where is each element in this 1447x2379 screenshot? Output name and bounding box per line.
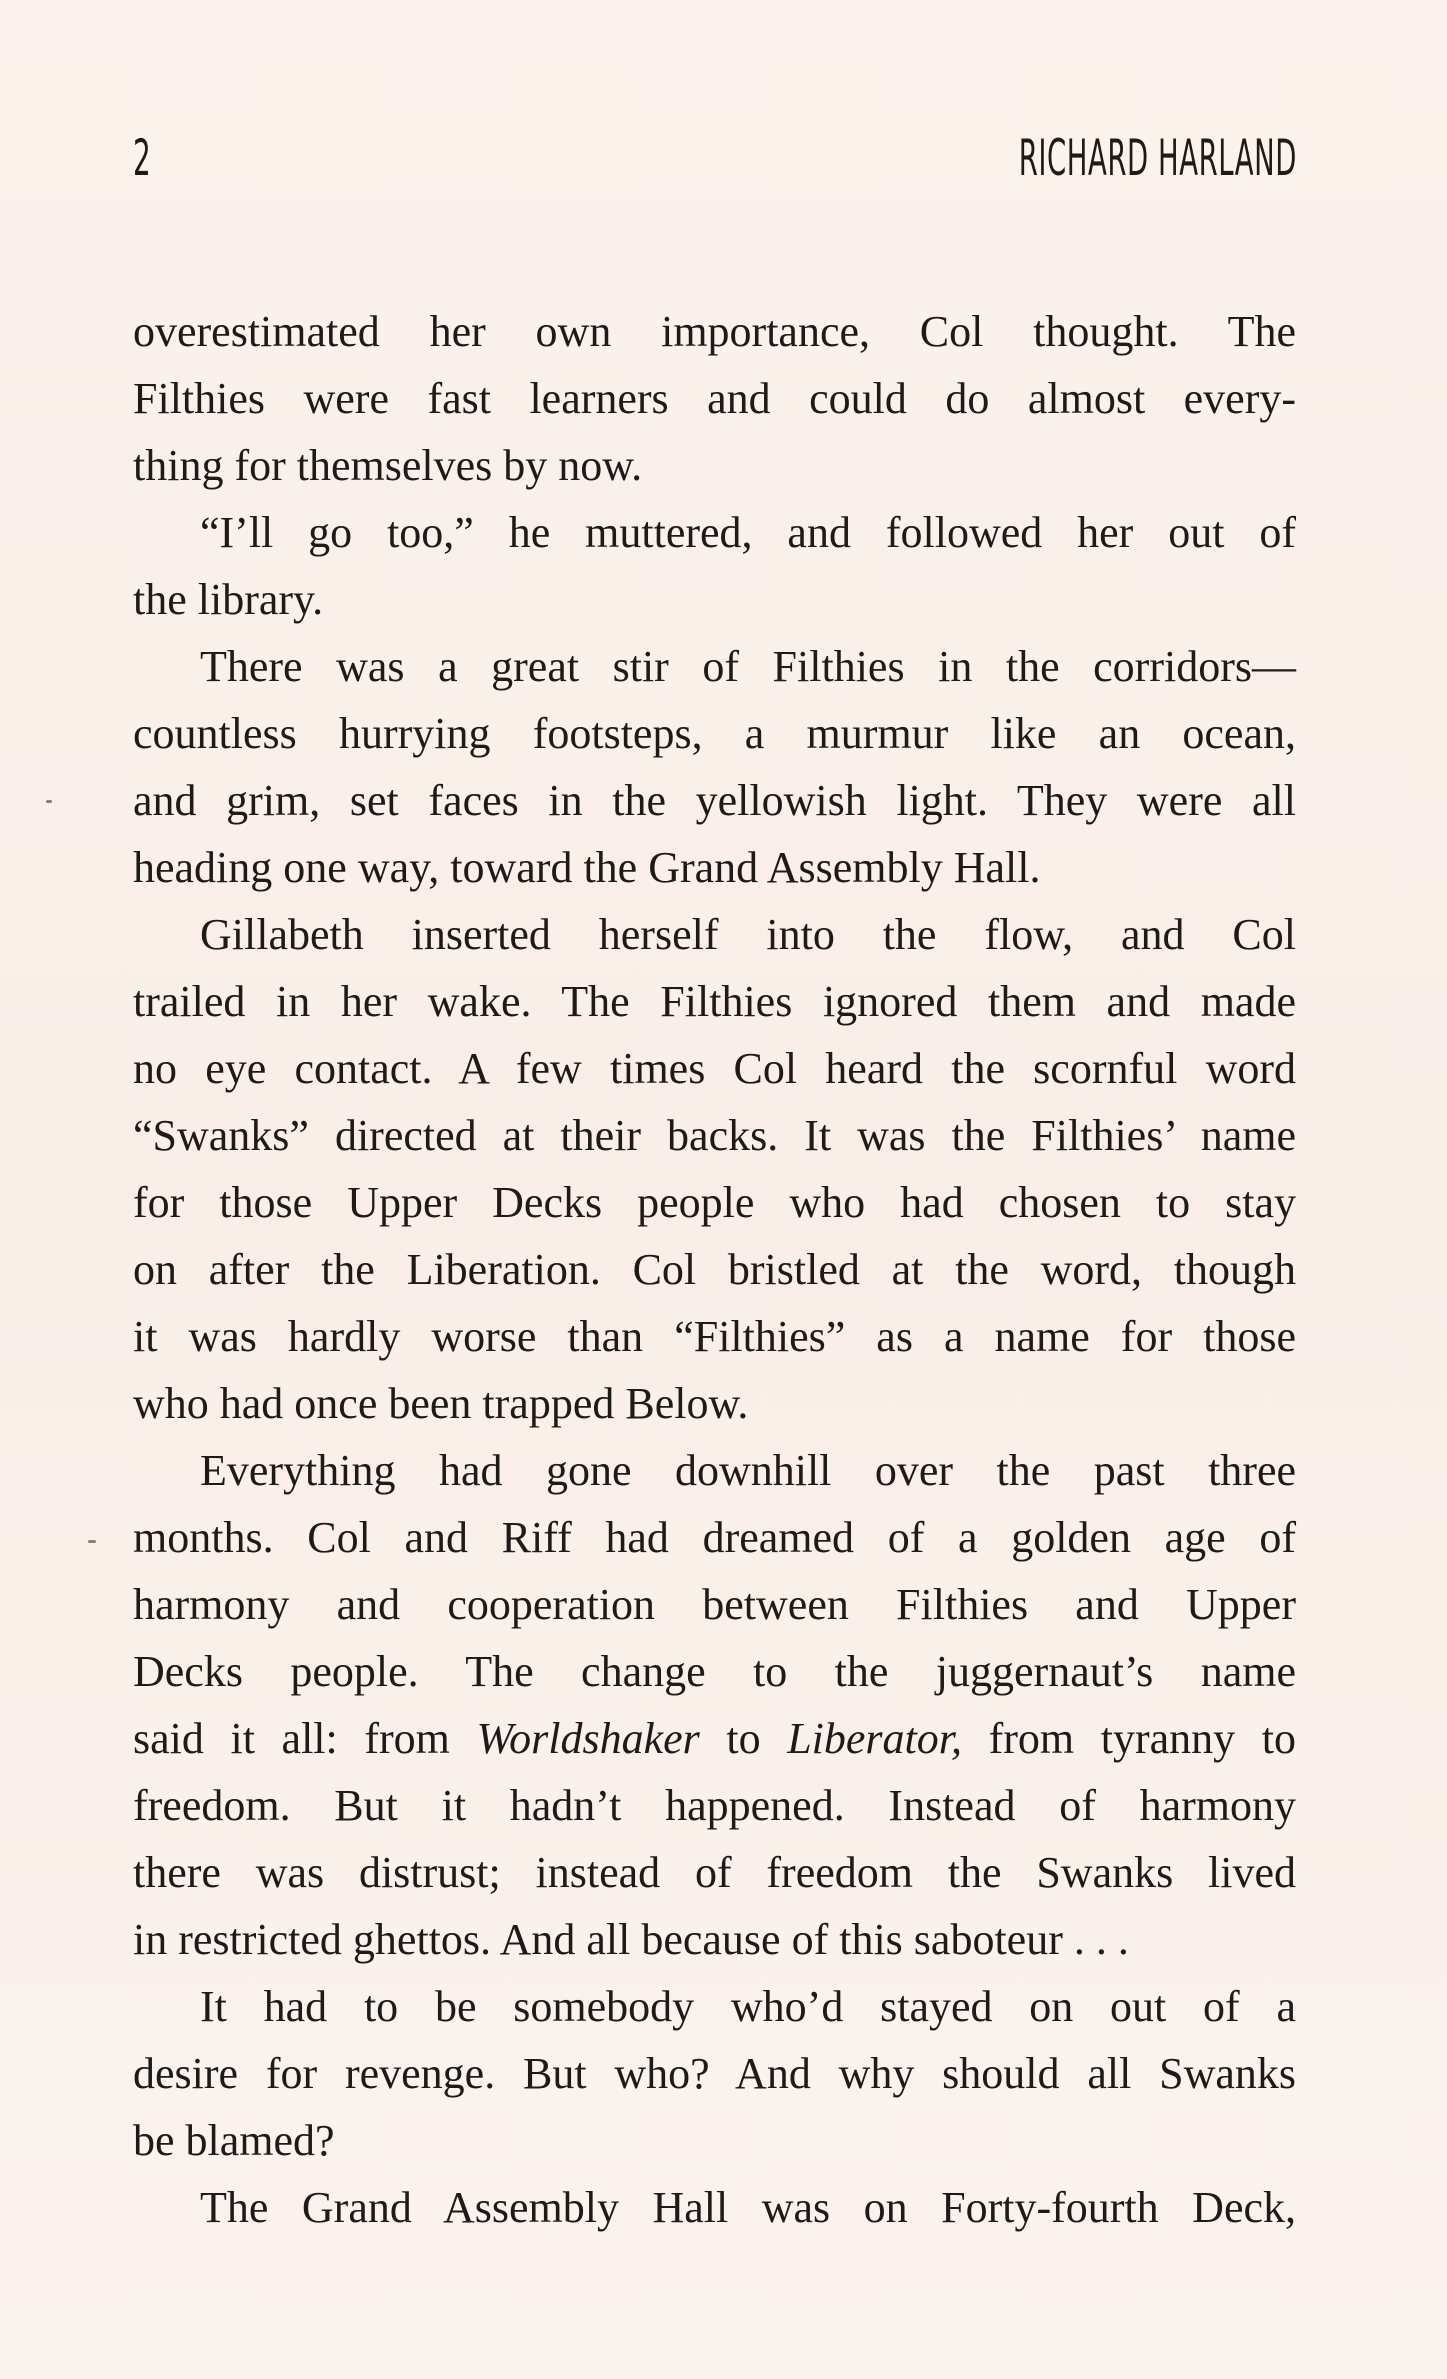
text-line: freedom. But it hadn’t happened. Instead of harmony	[133, 1781, 1296, 1830]
text-line: it was hardly worse than “Filthies” as a name for those	[133, 1312, 1296, 1361]
text-line: Everything had gone downhill over the past three	[200, 1446, 1296, 1495]
text-line: Filthies were fast learners and could do almost every-	[133, 374, 1296, 423]
text-line: There was a great stir of Filthies in the corridors—	[200, 642, 1296, 691]
book-title-new: Liberator,	[787, 1714, 963, 1763]
text-line: no eye contact. A few times Col heard the scornful word	[133, 1044, 1296, 1093]
text-line: there was distrust; instead of freedom the Swanks lived	[133, 1848, 1296, 1897]
text-line	[133, 1705, 1296, 1772]
running-head-author: RICHARD HARLAND	[1018, 129, 1297, 187]
text-line: Decks people. The change to the juggernaut’s name	[133, 1647, 1296, 1696]
text-line: the library.	[133, 575, 324, 624]
text-line: desire for revenge. But who? And why should all Swanks	[133, 2049, 1296, 2098]
text-run: from tyranny to	[962, 1714, 1296, 1763]
text-line: “Swanks” directed at their backs. It was the Filthies’ name	[133, 1111, 1296, 1160]
margin-mark	[46, 800, 52, 803]
text-line: for those Upper Decks people who had chosen to stay	[133, 1178, 1296, 1227]
text-line: heading one way, toward the Grand Assembly Hall.	[133, 843, 1041, 892]
text-line: thing for themselves by now.	[133, 441, 643, 490]
text-line: months. Col and Riff had dreamed of a golden age of	[133, 1513, 1296, 1562]
text-line: The Grand Assembly Hall was on Forty-fourth Deck,	[200, 2183, 1296, 2232]
text-line: “I’ll go too,” he muttered, and followed her out of	[200, 508, 1296, 557]
text-line: Gillabeth inserted herself into the flow, and Col	[200, 910, 1296, 959]
text-line: harmony and cooperation between Filthies and Upper	[133, 1580, 1296, 1629]
text-line: be blamed?	[133, 2116, 335, 2165]
text-line: It had to be somebody who’d stayed on out of a	[200, 1982, 1296, 2031]
text-line: in restricted ghettos. And all because of this saboteur . . .	[133, 1915, 1129, 1964]
text-line: and grim, set faces in the yellowish light. They were all	[133, 776, 1296, 825]
book-title-old: Worldshaker	[476, 1714, 700, 1763]
text-line: on after the Liberation. Col bristled at the word, though	[133, 1245, 1296, 1294]
page-number: 2	[133, 129, 151, 187]
margin-mark	[88, 1540, 96, 1543]
text-line: trailed in her wake. The Filthies ignored them and made	[133, 977, 1296, 1026]
text-line: countless hurrying footsteps, a murmur like an ocean,	[133, 709, 1296, 758]
text-line: overestimated her own importance, Col thought. The	[133, 307, 1296, 356]
text-run: said it all: from	[133, 1714, 477, 1763]
text-run: to	[699, 1714, 788, 1763]
body-text	[133, 298, 1296, 2241]
text-line: who had once been trapped Below.	[133, 1379, 749, 1428]
